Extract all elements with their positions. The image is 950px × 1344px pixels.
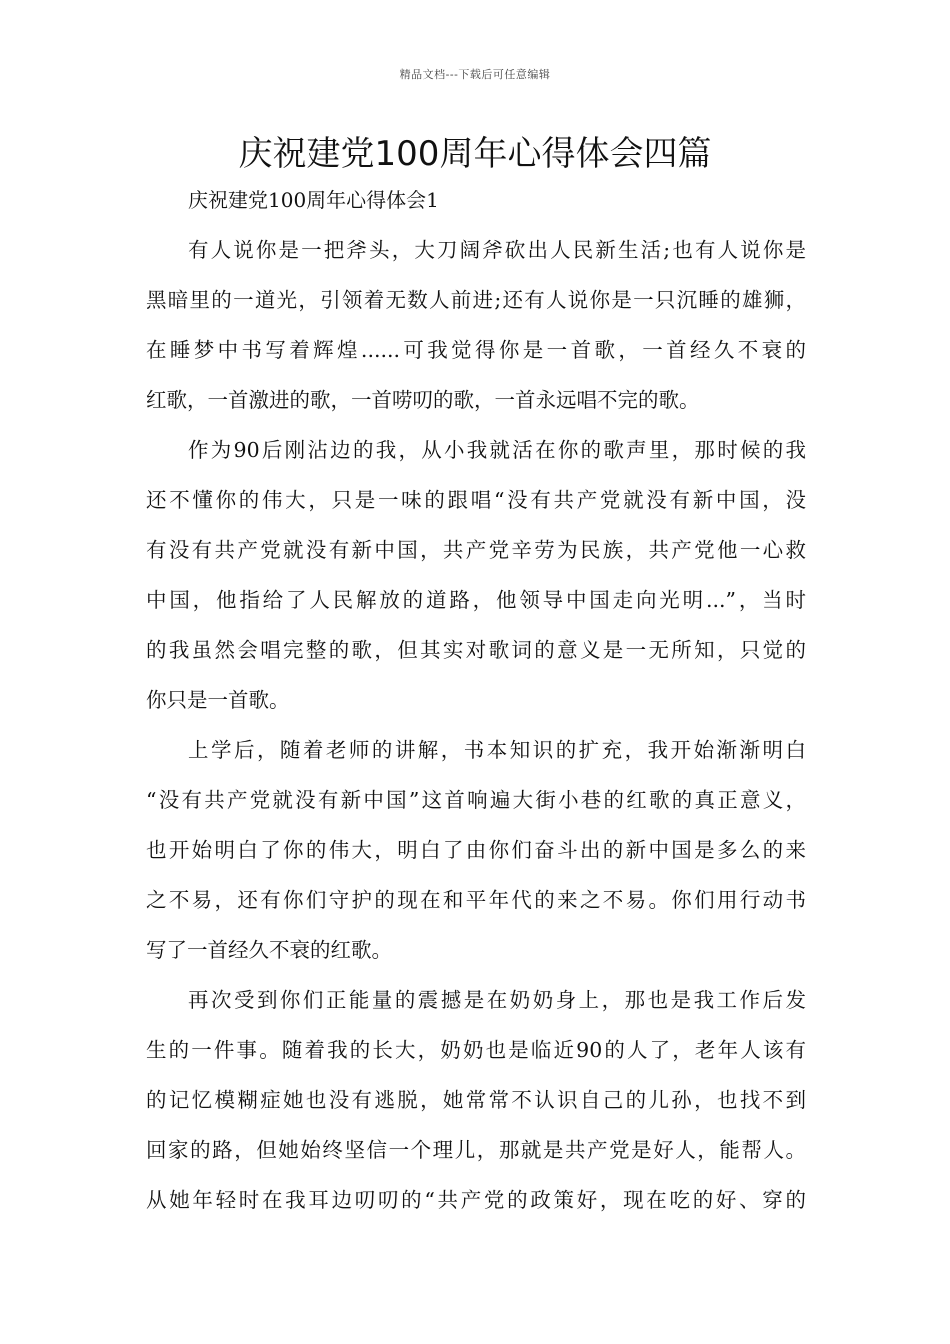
text-line: 还不懂你的伟大，只是一味的跟唱“没有共产党就没有新中国，没: [146, 488, 806, 512]
text-line: 之不易，还有你们守护的现在和平年代的来之不易。你们用行动书: [146, 888, 806, 912]
text-line: 有没有共产党就没有新中国，共产党辛劳为民族，共产党他一心救: [146, 538, 806, 562]
text-line: 有人说你是一把斧头，大刀阔斧砍出人民新生活;也有人说你是: [188, 238, 806, 262]
text-line: 回家的路，但她始终坚信一个理儿，那就是共产党是好人，能帮人。: [146, 1138, 806, 1162]
paragraph: [146, 232, 806, 432]
text-line: 你只是一首歌。: [146, 688, 290, 712]
document-subtitle: 庆祝建党100周年心得体会1: [188, 188, 439, 212]
text-line: 的我虽然会唱完整的歌，但其实对歌词的意义是一无所知，只觉的: [146, 638, 806, 662]
paragraph: [146, 432, 806, 732]
paragraph: [146, 982, 806, 1232]
document-body: [146, 232, 806, 1232]
document-title: 庆祝建党100周年心得体会四篇: [238, 134, 712, 174]
text-line: 的记忆模糊症她也没有逃脱，她常常不认识自己的儿孙，也找不到: [146, 1088, 806, 1112]
text-line: 也开始明白了你的伟大，明白了由你们奋斗出的新中国是多么的来: [146, 838, 806, 862]
text-line: 生的一件事。随着我的长大，奶奶也是临近90的人了，老年人该有: [146, 1038, 806, 1062]
text-line: 在睡梦中书写着辉煌......可我觉得你是一首歌，一首经久不衰的: [146, 338, 806, 362]
text-line: 从她年轻时在我耳边叨叨的“共产党的政策好，现在吃的好、穿的: [146, 1188, 806, 1212]
text-line: 红歌，一首激进的歌，一首唠叨的歌，一首永远唱不完的歌。: [146, 388, 700, 412]
text-line: 再次受到你们正能量的震撼是在奶奶身上，那也是我工作后发: [188, 988, 806, 1012]
text-line: 上学后，随着老师的讲解，书本知识的扩充，我开始渐渐明白: [188, 738, 806, 762]
paragraph: [146, 732, 806, 982]
text-line: 中国，他指给了人民解放的道路，他领导中国走向光明...”，当时: [146, 588, 806, 612]
page-header: 精品文档---下载后可任意编辑: [399, 68, 551, 81]
text-line: “没有共产党就没有新中国”这首响遍大街小巷的红歌的真正意义，: [146, 788, 806, 812]
text-line: 作为90后刚沾边的我，从小我就活在你的歌声里，那时候的我: [188, 438, 806, 462]
text-line: 写了一首经久不衰的红歌。: [146, 938, 392, 962]
text-line: 黑暗里的一道光，引领着无数人前进;还有人说你是一只沉睡的雄狮，: [146, 288, 806, 312]
